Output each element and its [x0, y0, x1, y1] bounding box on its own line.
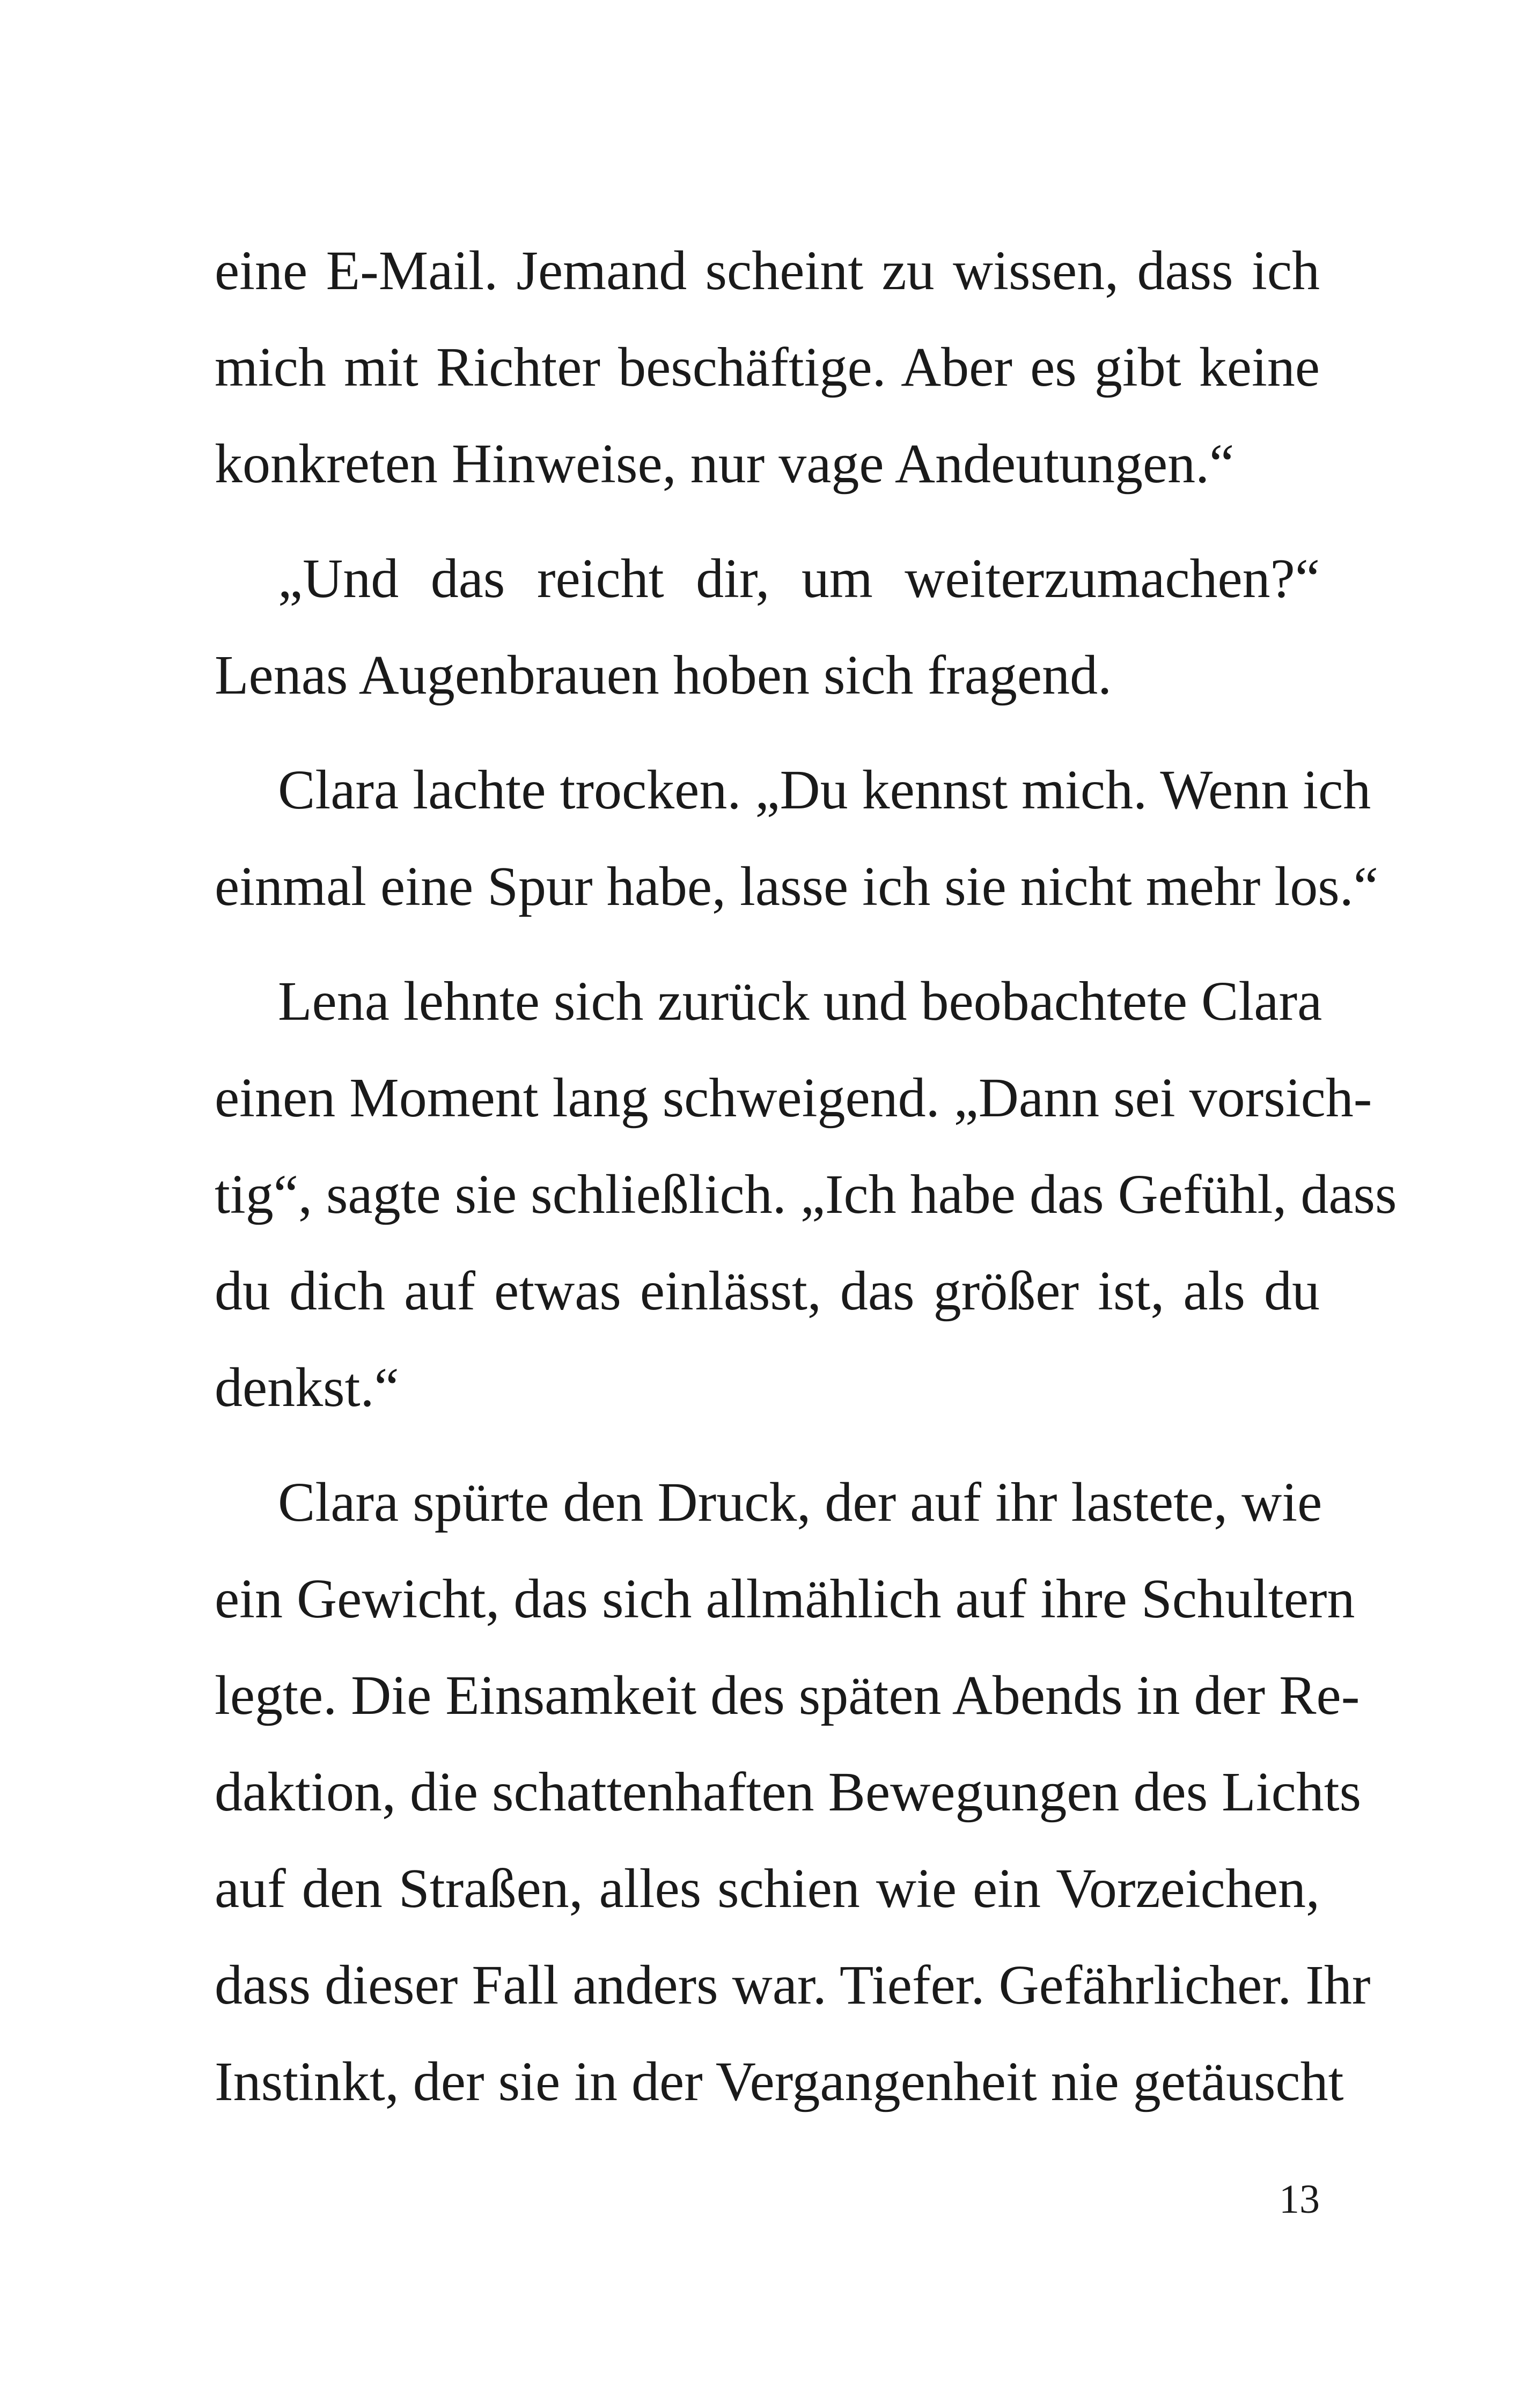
- paragraph: [215, 1454, 1371, 2130]
- body-text: [215, 223, 1397, 2130]
- text-line: einen Moment lang schweigend. „Dann sei vorsich-: [215, 1067, 1372, 1129]
- text-line: Lena lehnte sich zurück und beobachtete Clara: [278, 970, 1322, 1032]
- text-line: Clara lachte trocken. „Du kennst mich. Wenn ich: [278, 759, 1371, 821]
- text-line: tig“, sagte sie schließlich. „Ich habe das Gefühl, dass: [215, 1164, 1397, 1225]
- page-number: 13: [1279, 2177, 1320, 2222]
- paragraph: [215, 742, 1378, 935]
- text-line: Clara spürte den Druck, der auf ihr lastete, wie: [278, 1471, 1322, 1533]
- text-line: eine E-Mail. Jemand scheint zu wissen, dass ich: [215, 240, 1320, 301]
- paragraph: [215, 953, 1397, 1436]
- text-line: mich mit Richter beschäftige. Aber es gibt keine: [215, 336, 1320, 398]
- text-line: du dich auf etwas einlässt, das größer ist, als du: [215, 1260, 1320, 1322]
- text-line: „Und das reicht dir, um weiterzumachen?“: [278, 548, 1320, 609]
- text-line: ein Gewicht, das sich allmählich auf ihre Schultern: [215, 1568, 1355, 1630]
- text-line: denkst.“: [215, 1357, 399, 1418]
- text-line: Instinkt, der sie in der Vergangenheit nie getäuscht: [215, 2051, 1344, 2112]
- text-line: konkreten Hinweise, nur vage Andeutungen.“: [215, 433, 1235, 495]
- text-line: legte. Die Einsamkeit des späten Abends in der Re-: [215, 1665, 1360, 1726]
- paragraph: [215, 531, 1320, 724]
- text-line: dass dieser Fall anders war. Tiefer. Gefährlicher. Ihr: [215, 1954, 1371, 2016]
- text-line: daktion, die schattenhaften Bewegungen des Lichts: [215, 1761, 1362, 1823]
- text-line: einmal eine Spur habe, lasse ich sie nicht mehr los.“: [215, 856, 1378, 917]
- text-line: auf den Straßen, alles schien wie ein Vorzeichen,: [215, 1858, 1320, 1919]
- paragraph: [215, 223, 1320, 512]
- text-line: Lenas Augenbrauen hoben sich fragend.: [215, 644, 1112, 706]
